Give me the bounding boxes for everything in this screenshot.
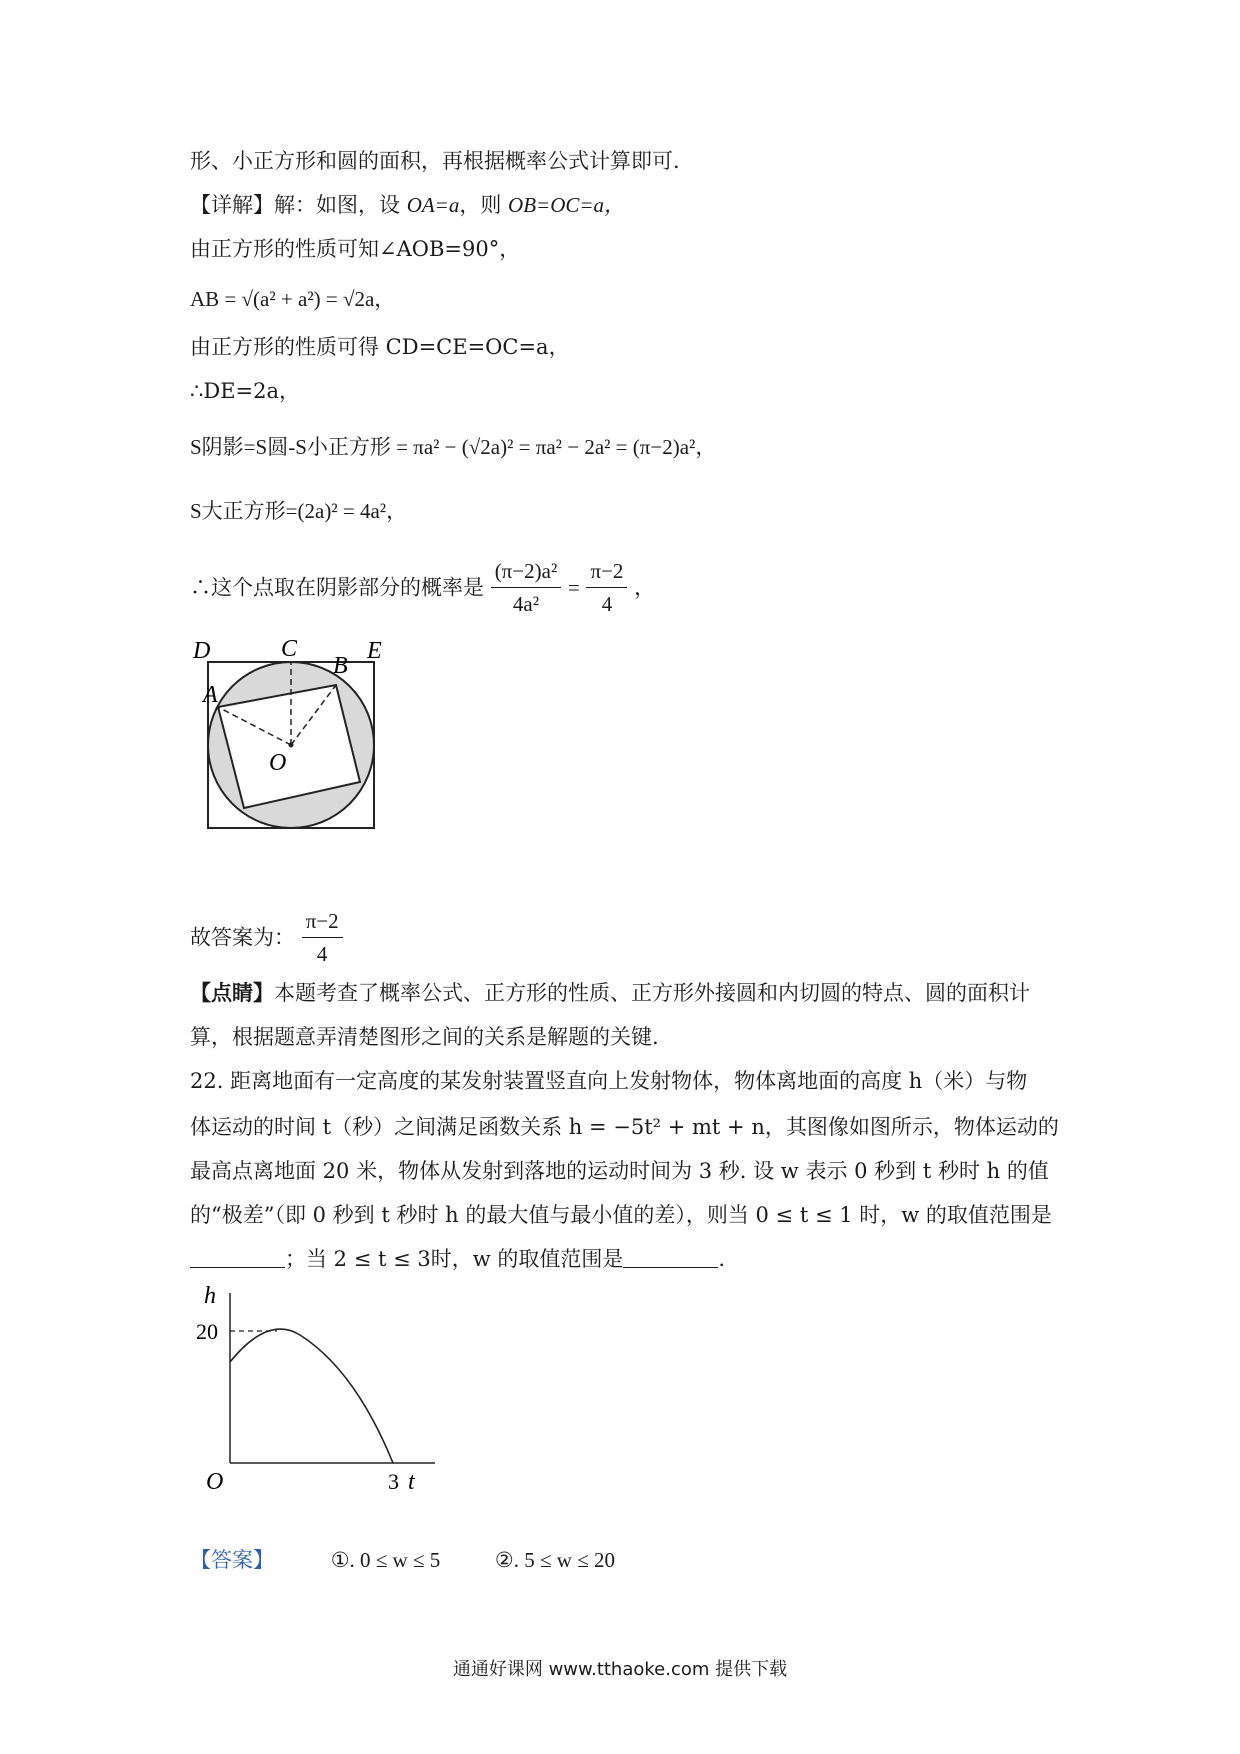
answer-2: ②. 5 ≤ w ≤ 20 bbox=[494, 1548, 615, 1572]
fraction-1-denominator: 4a² bbox=[512, 592, 540, 616]
question-5-text: ；当 2 ≤ t ≤ 3时，w 的取值范围是 bbox=[285, 1247, 624, 1271]
formula-ab: AB = √(a² + a²) = √2a， bbox=[190, 287, 396, 311]
text-line-answer-intro bbox=[190, 905, 343, 970]
answer-blank-1 bbox=[190, 1247, 285, 1268]
answer-intro: 故答案为： bbox=[190, 925, 295, 950]
equals-sign: = bbox=[567, 575, 580, 600]
answer-line bbox=[190, 1545, 615, 1575]
text-line-5: 由正方形的性质可得 CD=CE=OC=a， bbox=[190, 335, 570, 359]
fraction-probability-2 bbox=[586, 555, 627, 620]
question-line-4: 的“极差”（即 0 秒到 t 秒时 h 的最大值与最小值的差），则当 0 ≤ t ≤ 1 时，w 的取值范围是 bbox=[190, 1203, 1052, 1227]
answer-label: 【答案】 bbox=[190, 1548, 274, 1572]
math-ob-oc: OB=OC=a， bbox=[508, 193, 626, 217]
answer-blank-2 bbox=[623, 1247, 718, 1268]
text-line-3: 由正方形的性质可知∠AOB=90°， bbox=[190, 237, 521, 261]
axis-label-t: t bbox=[408, 1469, 415, 1495]
formula-shaded-area: S阴影=S圆-S小正方形 = πa² − (√2a)² = πa² − 2a² = (π−2)a²， bbox=[190, 435, 717, 459]
tick-label-3: 3 bbox=[388, 1469, 399, 1494]
question-line-1: 22. 距离地面有一定高度的某发射装置竖直向上发射物体，物体离地面的高度 h（米）与物 bbox=[190, 1069, 1028, 1093]
probability-intro: ∴这个点取在阴影部分的概率是 bbox=[190, 575, 484, 600]
fraction-2-denominator: 4 bbox=[601, 592, 613, 616]
review-text-1: 本题考查了概率公式、正方形的性质、正方形外接圆和内切圆的特点、圆的面积计 bbox=[274, 981, 1030, 1005]
comma: ， bbox=[634, 575, 656, 600]
label-c: C bbox=[281, 640, 298, 662]
answer-1: ①. 0 ≤ w ≤ 5 bbox=[330, 1548, 441, 1572]
text-line-review-2: 算，根据题意弄清楚图形之间的关系是解题的关键. bbox=[190, 1025, 659, 1049]
review-tag: 【点睛】 bbox=[190, 980, 274, 1005]
detail-intro: 【详解】解：如图，设 bbox=[190, 193, 400, 217]
axis-label-h: h bbox=[204, 1283, 216, 1309]
math-oa: OA=a bbox=[406, 193, 460, 217]
parabola-curve bbox=[230, 1329, 393, 1463]
label-o: O bbox=[269, 750, 287, 776]
text-line-2 bbox=[190, 190, 625, 220]
label-e: E bbox=[367, 640, 382, 664]
text-line-review-1 bbox=[190, 978, 1030, 1008]
formula-big-square-area: S大正方形=(2a)² = 4a²， bbox=[190, 499, 408, 523]
center-point bbox=[289, 743, 294, 748]
fraction-2-numerator: π−2 bbox=[586, 555, 627, 588]
question-line-5 bbox=[190, 1244, 725, 1274]
tick-label-20: 20 bbox=[196, 1319, 218, 1344]
text-line-probability bbox=[190, 555, 655, 620]
label-b: B bbox=[333, 653, 348, 679]
fraction-answer-denominator: 4 bbox=[316, 942, 328, 966]
page-footer: 通通好课网 www.tthaoke.com 提供下载 bbox=[452, 1659, 788, 1680]
fraction-probability-1 bbox=[491, 555, 562, 620]
figure-parabola-graph bbox=[190, 1275, 450, 1495]
figure-circle-square bbox=[185, 640, 395, 840]
fraction-answer bbox=[302, 905, 343, 970]
text-line-1: 形、小正方形和圆的面积，再根据概率公式计算即可. bbox=[190, 149, 680, 173]
label-a: A bbox=[203, 682, 218, 708]
question-line-2: 体运动的时间 t（秒）之间满足函数关系 h = −5t² + mt + n，其图像如图所示，物体运动的 bbox=[190, 1115, 1059, 1139]
question-5-end: . bbox=[718, 1247, 726, 1271]
fraction-1-numerator: (π−2)a² bbox=[491, 555, 562, 588]
label-d: D bbox=[193, 640, 211, 664]
origin-label: O bbox=[206, 1469, 224, 1495]
fraction-answer-numerator: π−2 bbox=[302, 905, 343, 938]
question-line-3: 最高点离地面 20 米，物体从发射到落地的运动时间为 3 秒. 设 w 表示 0 秒到 t 秒时 h 的值 bbox=[190, 1159, 1049, 1183]
text-line-6: ∴DE=2a， bbox=[190, 379, 301, 403]
detail-then: ，则 bbox=[459, 193, 502, 217]
